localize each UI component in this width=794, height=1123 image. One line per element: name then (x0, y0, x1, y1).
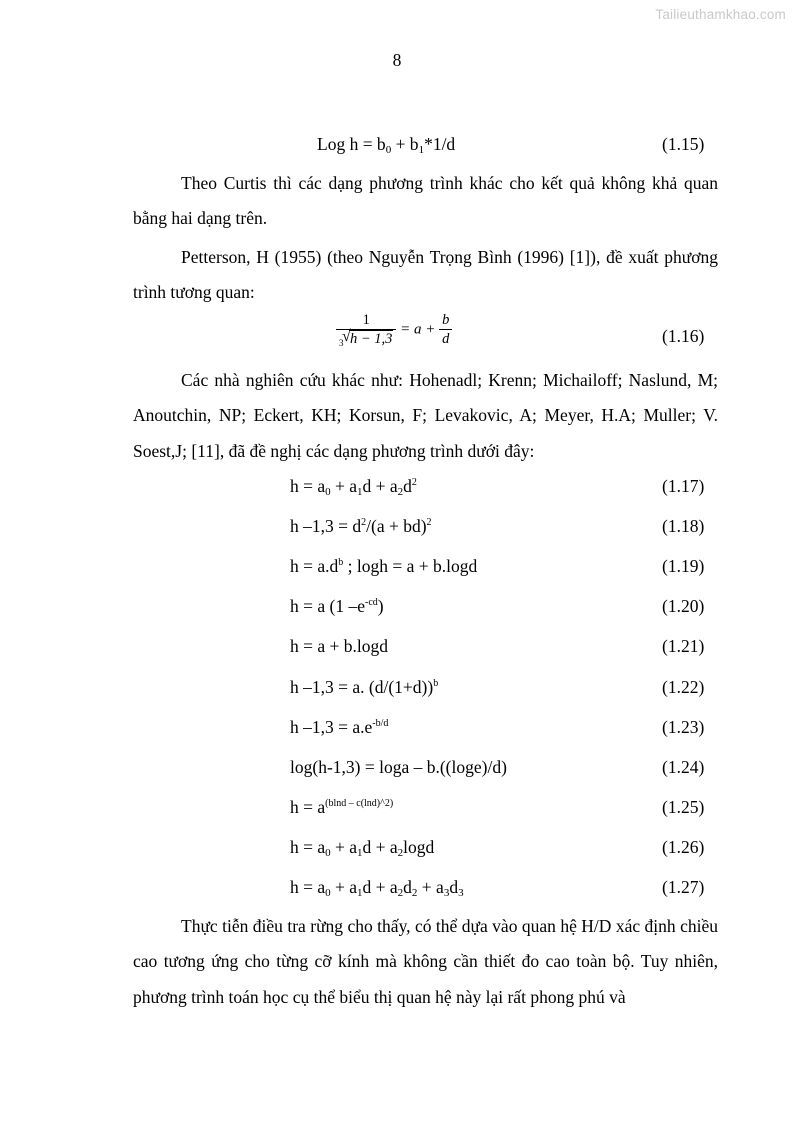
equation-1-21: h = a + b.logd (290, 636, 388, 656)
equation-1-15: Log $h = b_0 + b_1*1/d$ (317, 134, 456, 156)
fraction-left: 1 3 √ h − 1,3 (336, 312, 396, 348)
equation-number: (1.26) (662, 837, 705, 857)
fraction-right: $\frac{b}{d}$ (439, 312, 452, 348)
paragraph: Các nhà nghiên cứu khác như: Hohenadl; Krenn; Michailoff; Naslund, M; Anoutchin, NP; Eckert, KH; Korsun, F; Levakovic, A; Meyer, H.A; Muller; V. Soest,J; [11], đã đề nghị các dạng phương trình dưới đây: (133, 370, 718, 461)
equation-number: (1.20) (662, 596, 705, 616)
page-number: 8 (392, 50, 402, 70)
equation-1-24: log(h-1,3) = loga – b.((loge)/d) (290, 757, 507, 777)
equation-1-26: $h = a_0 + a_1d + a_2\log d$ (290, 837, 435, 859)
paragraph: Petterson, H (1955) (theo Nguyễn Trọng Bình (1996) [1]), đề xuất phương trình tương quan: (133, 247, 718, 303)
equation-1-27: $h = a_0 + a_1d + a_2d_2 + a_3d_3$ (290, 877, 464, 899)
watermark: Tailieuthamkhao.com (655, 7, 786, 22)
equation-number: (1.16) (662, 326, 705, 346)
equation-number: (1.21) (662, 636, 705, 656)
equation-number: (1.23) (662, 717, 705, 737)
equation-1-23: h $-1,3 = a.e^{-b/d}$ (290, 717, 389, 737)
equation-1-19: $h = a.d^b$ ; logh = a + b.logd (290, 556, 478, 576)
equation-number: (1.17) (662, 476, 705, 496)
equation-1-16: 1 3 √ h − 1,3 = a + $\frac{b}{d}$ (336, 312, 452, 348)
equation-number: (1.22) (662, 677, 705, 697)
equation-number: (1.25) (662, 797, 705, 817)
equation-1-22: h –1,3 = a. $(d/(1+d))^b$ (290, 677, 439, 697)
equation-number: (1.24) (662, 757, 705, 777)
equation-1-20: h = a (1 $-e^{-cd}$) (290, 596, 384, 616)
paragraph: Theo Curtis thì các dạng phương trình khác cho kết quả không khả quan bằng hai dạng trên. (133, 173, 718, 229)
cube-root: 3 √ h − 1,3 (339, 328, 393, 348)
equation-number: (1.19) (662, 556, 705, 576)
paragraph: Thực tiễn điều tra rừng cho thấy, có thể dựa vào quan hệ H/D xác định chiều cao tương ứng cho từng cỡ kính mà không cần thiết đo cao toàn bộ. Tuy nhiên, phương trình toán học cụ thể biểu thị quan hệ này lại rất phong phú và (133, 916, 718, 1007)
equation-number: (1.15) (662, 134, 705, 154)
equation-number: (1.27) (662, 877, 705, 897)
equation-1-18: h $-1,3 = d^2/(a + bd)^2$ (290, 516, 432, 536)
equation-1-25: $h = a^{(blnd - c(lnd)\^{}2)}$ (290, 797, 394, 817)
equation-number: (1.18) (662, 516, 705, 536)
equation-1-17: $h = a_0 + a_1d + a_2d^2$ (290, 476, 417, 498)
